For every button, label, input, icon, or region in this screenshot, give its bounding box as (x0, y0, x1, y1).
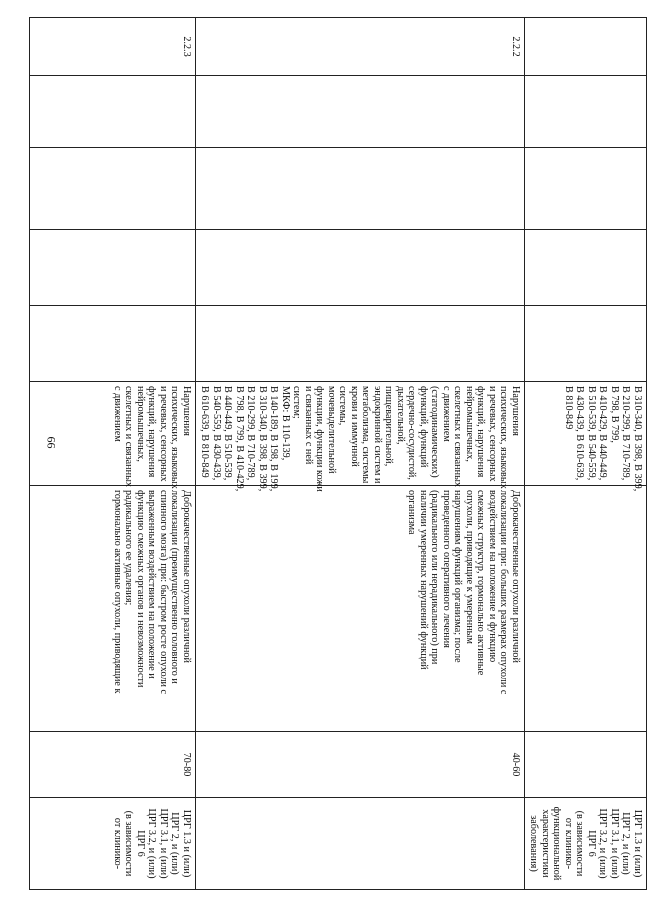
diagnosis-line: (радикального или нерадикального) при (429, 490, 441, 665)
diagnosis-line: функцию смежных органов и невозможности (135, 490, 146, 688)
row-number-cell (196, 18, 525, 76)
empty-cell (525, 230, 647, 306)
category-line: от клинико- (563, 817, 574, 870)
impairment-line: В 210-299, В 710-789, (620, 386, 632, 481)
category-line: ЦРГ 3.2, и (или) (146, 808, 158, 879)
empty-cell (525, 148, 647, 230)
empty-cell (30, 148, 196, 230)
category-line: ЦРГ 2, и (или) (169, 812, 181, 875)
empty-cell (196, 306, 525, 382)
category-cell (196, 798, 525, 890)
category-line: (в зависимости (574, 810, 586, 877)
diagnosis-cell (30, 486, 196, 732)
row-number-cell (30, 18, 196, 76)
percent-cell (30, 732, 196, 798)
category-line: ЦРГ 3.1, и (или) (609, 808, 620, 879)
diagnosis-line: организма (406, 490, 418, 535)
diagnosis-line: спинного мозга) при: быстром росте опухоли с (158, 490, 169, 695)
empty-cell (196, 230, 525, 306)
impairment-line: нейромышечных, (135, 386, 146, 462)
impairment-line: и речевых, сенсорных (158, 386, 169, 482)
diagnosis-line: выраженным воздействием на положение и (146, 490, 158, 679)
impairment-line: системы, (337, 386, 349, 426)
impairment-line: Нарушения (510, 386, 521, 436)
percent-value: 70-80 (181, 752, 192, 777)
empty-cell (525, 306, 647, 382)
category-line: заболевания) (528, 815, 540, 872)
impairment-line: сердечно-сосудистой, (406, 386, 418, 480)
category-line: ЦРГ 3.1, и (или) (158, 808, 169, 879)
table-body (30, 18, 647, 890)
diagnosis-line: смежных структур, гормонально активные (475, 490, 487, 676)
percent-cell (196, 732, 525, 798)
impairment-line: дыхательной, (395, 386, 406, 445)
impairment-line: пищеварительной, (383, 386, 395, 467)
empty-cell (196, 76, 525, 148)
impairment-line: с движением (112, 386, 123, 442)
impairment-line: В 798, В 799, (609, 386, 620, 443)
empty-cell (30, 230, 196, 306)
category-line: от клинико- (112, 817, 123, 870)
empty-cell (30, 306, 196, 382)
table-row (30, 18, 196, 890)
row-number: 2.2.2 (510, 36, 521, 57)
rotated-table-frame (73, 17, 647, 889)
diagnosis-line: наличии умеренных нарушений функций (418, 490, 429, 670)
percent-value: 40-60 (510, 752, 521, 777)
category-line: функциональной (551, 806, 563, 881)
impairment-cell (196, 382, 525, 492)
category-line: ЦРГ 6 (586, 830, 597, 857)
impairment-line: В 810-849 (563, 386, 574, 430)
row-number-cell (525, 18, 647, 76)
empty-cell (30, 76, 196, 148)
impairment-line: В 310-340, В 398, В 399, (257, 386, 268, 492)
impairment-line: метаболизма, системы (360, 386, 372, 484)
category-cell (525, 798, 647, 890)
category-line: (в зависимости (123, 810, 135, 877)
table-row (525, 18, 647, 890)
disability-criteria-table (29, 17, 647, 890)
impairment-line: функций, нарушения (146, 386, 158, 478)
empty-cell (525, 76, 647, 148)
page-number: 66 (44, 436, 59, 449)
diagnosis-line: локализации при: больших размерах опухоли с (498, 490, 510, 695)
diagnosis-line: гормонально активные опухоли, приводящие к (112, 490, 123, 694)
impairment-line: В 798, В 799, В 410-429, (234, 386, 245, 492)
impairment-line: Нарушения (181, 386, 192, 436)
impairment-line: В 430-439, В 610-639, (574, 386, 586, 481)
category-line: характеристики (540, 809, 551, 878)
diagnosis-line: проведенного оперативного лечения (441, 490, 452, 648)
percent-cell (525, 732, 647, 798)
impairment-line: нейромышечных, (464, 386, 475, 462)
impairment-line: с движением (441, 386, 452, 442)
impairment-line: В 310-340, В 398, В 399, (632, 386, 643, 492)
row-number: 2.2.3 (181, 36, 192, 57)
impairment-line: и речевых, сенсорных (487, 386, 498, 482)
impairment-line: психических, языковых (169, 386, 181, 489)
impairment-line: функции, функции кожи (314, 386, 326, 492)
impairment-line: мочевыделительной (326, 386, 337, 474)
impairment-cell (30, 382, 196, 489)
diagnosis-line: радикального ее удаления; (123, 490, 135, 606)
impairment-line: скелетных и связанных (452, 386, 464, 488)
impairment-line: функций, нарушения (475, 386, 487, 478)
impairment-line: и связанных с ней (303, 386, 314, 465)
impairment-line: эндокринной систем и (372, 386, 383, 484)
diagnosis-line: Доброкачественные опухоли различной (510, 490, 521, 663)
category-line: ЦРГ 2, и (или) (620, 812, 632, 875)
impairment-line: функций, функций (418, 386, 429, 468)
impairment-cell (525, 382, 647, 492)
diagnosis-cell (525, 486, 647, 732)
impairment-line: В 510-539, В 540-559, (586, 386, 597, 481)
empty-cell (196, 148, 525, 230)
category-cell (30, 798, 196, 890)
diagnosis-line: нарушениям функций организма; после (452, 490, 464, 663)
category-line: ЦРГ 3.2, и (или) (597, 808, 609, 879)
impairment-line: МКФ: В 110-139, (280, 386, 291, 461)
impairment-line: психических, языковых (498, 386, 510, 489)
impairment-line: В 410-429, В 440-449, (597, 386, 609, 481)
impairment-line: скелетных и связанных (123, 386, 135, 488)
impairment-line: В 210-299, В 710-789, (245, 386, 257, 481)
table-row (196, 18, 525, 890)
category-line: ЦРГ 6 (135, 830, 146, 857)
impairment-line: (статодинамических) (429, 386, 441, 478)
impairment-line: В 610-639, В 810-849 (199, 386, 211, 478)
impairment-line: В 440-449, В 510-539, (222, 386, 234, 481)
impairment-line: В 140-189, В 198, В 199, (268, 386, 280, 492)
diagnosis-line: воздействием на положение и функцию (487, 490, 498, 663)
impairment-line: систем; (291, 386, 303, 419)
diagnosis-line: локализации (преимущественно головного и (169, 490, 181, 684)
diagnosis-line: опухоли, приводящие к умеренным (464, 490, 475, 644)
impairment-line: В 540-559, В 430-439, (211, 386, 222, 481)
diagnosis-cell (196, 486, 525, 732)
diagnosis-line: Доброкачественные опухоли различной (181, 490, 192, 663)
category-line: ЦРГ 1.3 и (или) (181, 809, 192, 878)
impairment-line: крови и иммунной (349, 386, 360, 467)
category-line: ЦРГ 1.3 и (или) (632, 809, 643, 878)
rotated-table-inner (73, 17, 647, 889)
